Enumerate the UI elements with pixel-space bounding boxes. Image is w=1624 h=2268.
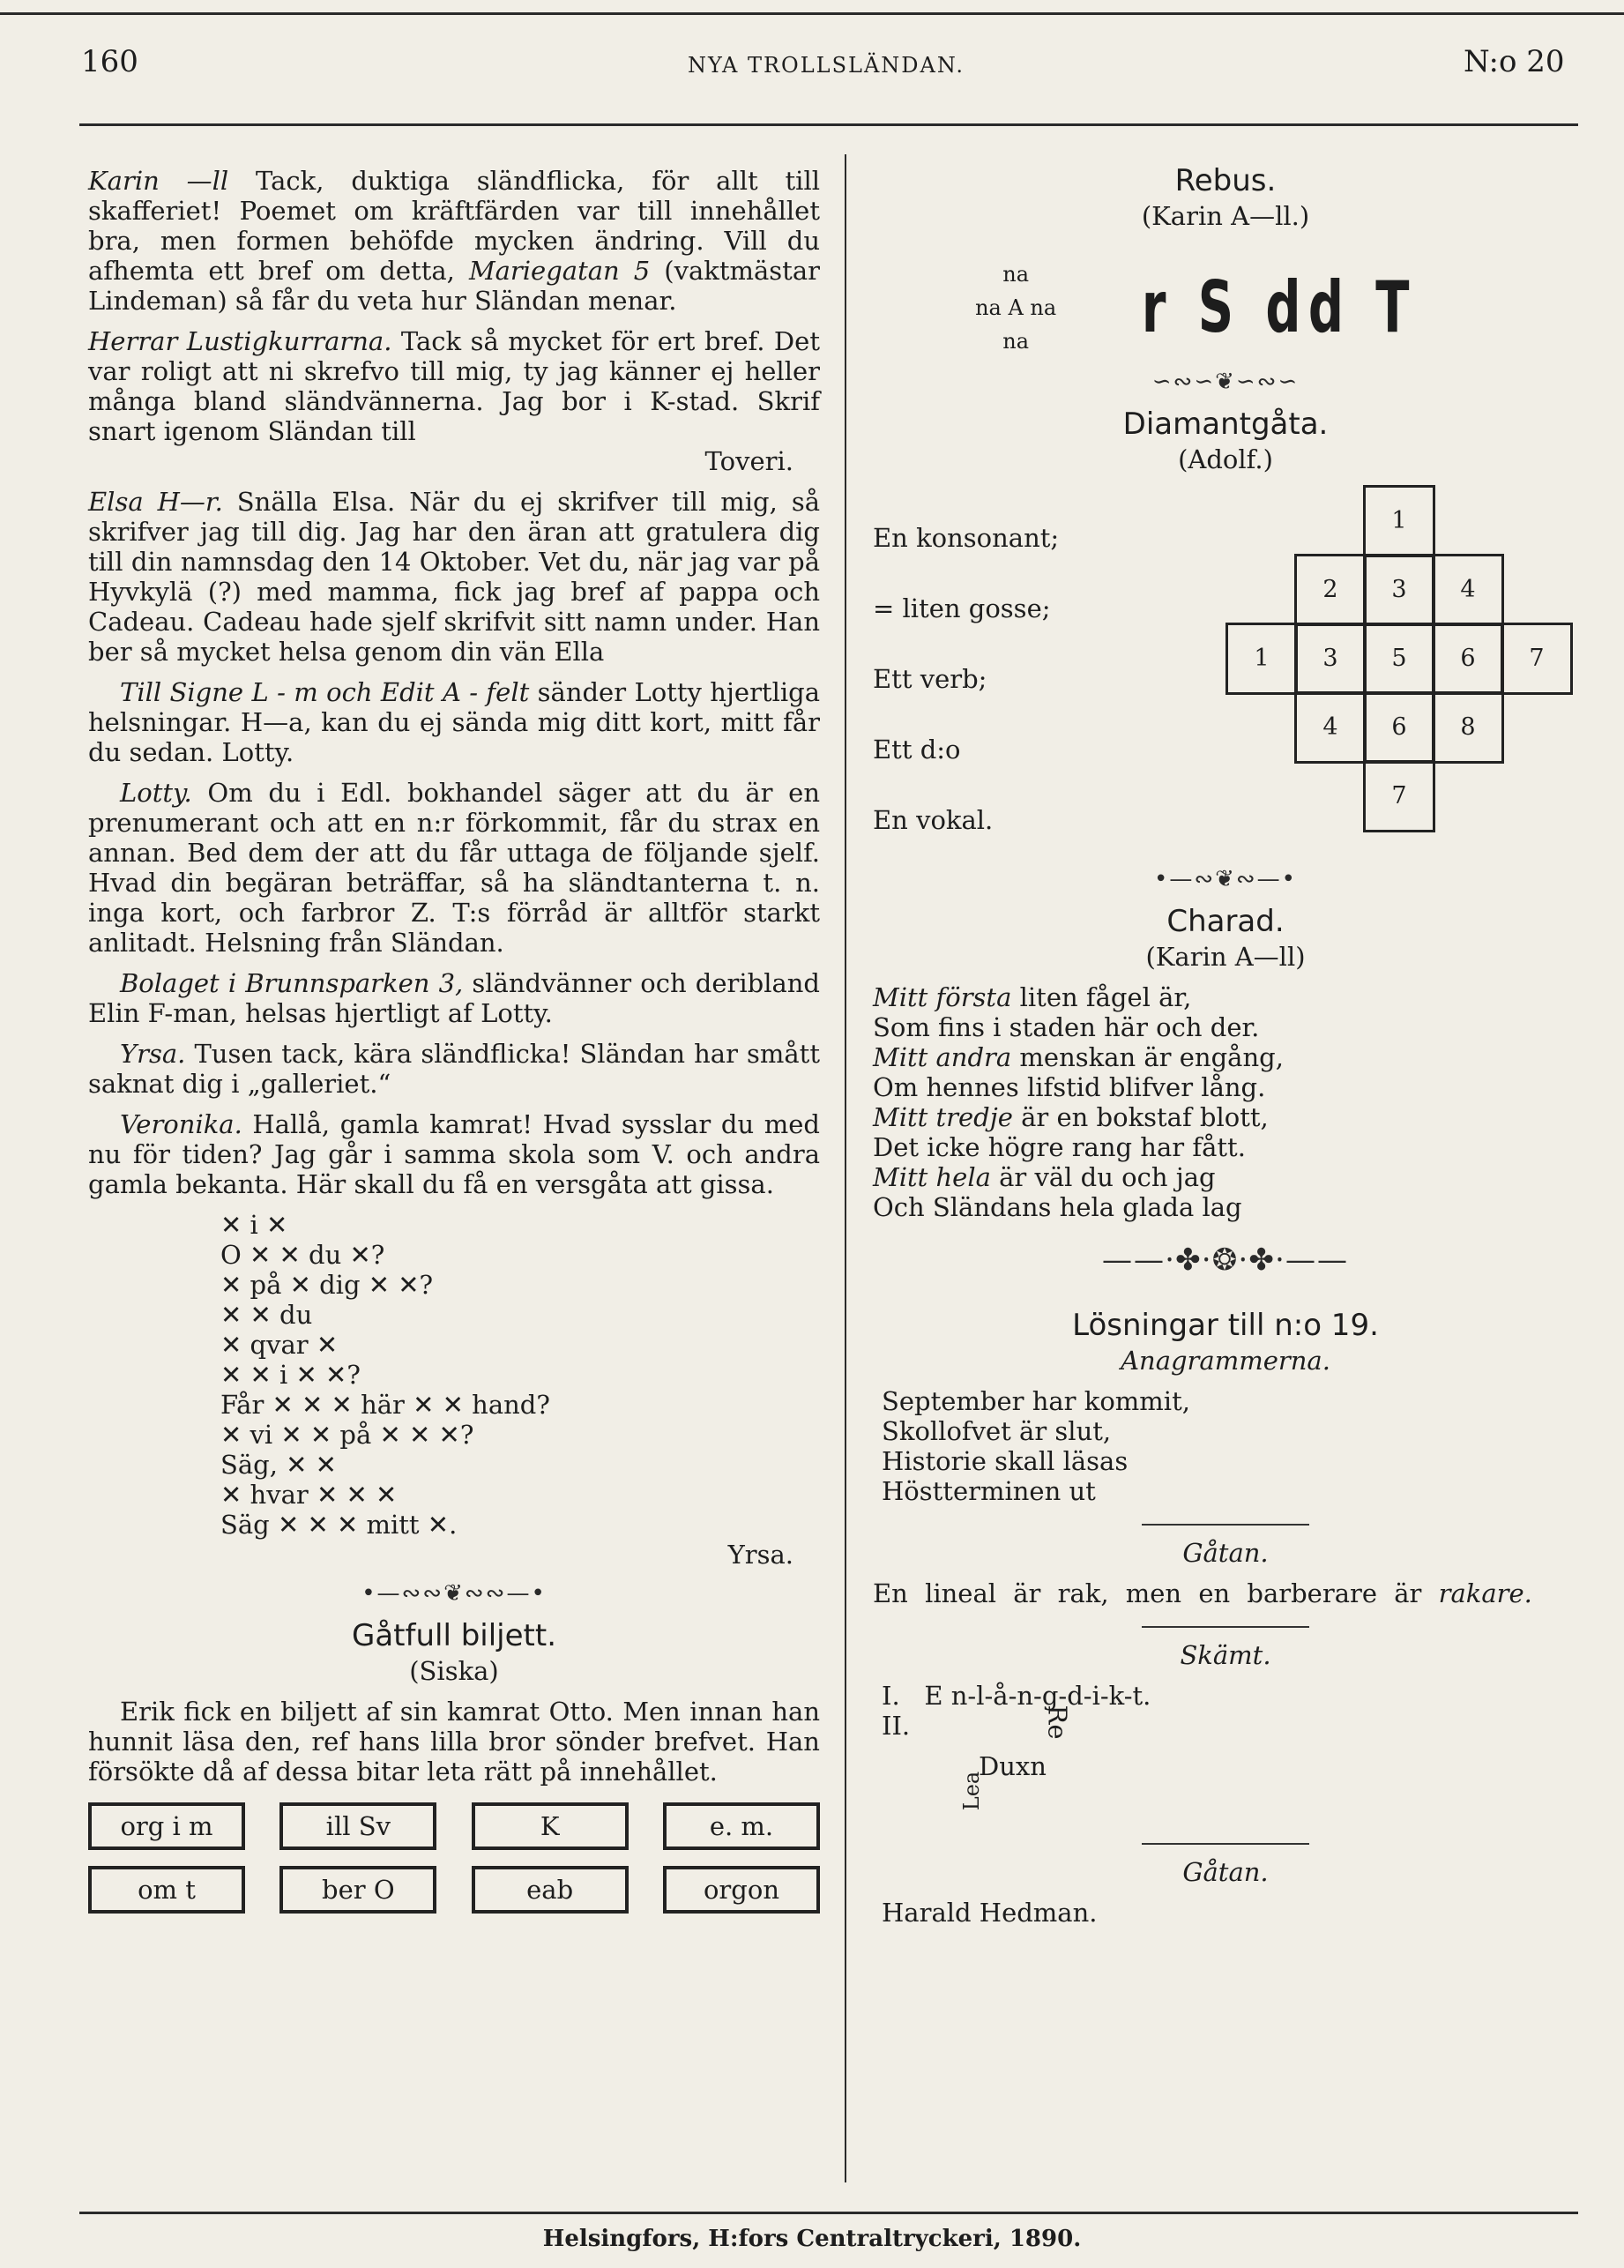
rebus-puzzle [873, 257, 1578, 358]
solutions-title: Lösningar till n:o 19. [1072, 1308, 1379, 1343]
notice-yrsa: Yrsa. Tusen tack, kära sländflicka! Sländan har smått saknat dig i „galleriet.“ [88, 1039, 820, 1099]
grid-cell: 5 [1363, 623, 1435, 695]
gatan-solution: En lineal är rak, men en barberare är rakare. [873, 1578, 1532, 1608]
reversed-duxn: Duxn [979, 1751, 1047, 1781]
clue: En vokal. [873, 805, 994, 835]
rotated-lea: Lea [959, 1771, 985, 1811]
grid-cell: 3 [1363, 554, 1435, 626]
clue: En konsonant; [873, 523, 1060, 553]
grid-cell: 1 [1363, 485, 1435, 557]
rebus-title: Rebus. [1174, 163, 1277, 198]
biljett-pieces-row-1 [88, 1802, 820, 1850]
piece-box: ill Sv [279, 1802, 436, 1850]
rebus-letters: r S dd T [1142, 266, 1418, 348]
ornament-divider-icon: •—∾❦∾—• [1153, 866, 1298, 892]
left-column [88, 166, 820, 1929]
piece-box: K [472, 1802, 629, 1850]
top-edge-rule [0, 12, 1624, 15]
column-divider [845, 154, 846, 2182]
charad-verse: Mitt första liten fågel är, Som fins i staden här och der. Mitt andra menskan är engång, Om hennes lifstid blifver lång. Mitt tredje är en bokstaf blott, Det icke högre rang har fått. Mitt hela är väl du och jag Och Sländans hela glada lag [873, 982, 1284, 1222]
piece-box: org i m [88, 1802, 245, 1850]
grid-cell: 2 [1294, 554, 1367, 626]
diamant-title: Diamantgåta. [1122, 407, 1329, 442]
page-title: NYA TROLLSLÄNDAN. [688, 53, 965, 78]
charad-title: Charad. [1166, 904, 1285, 939]
rotated-re: Re [1042, 1705, 1073, 1740]
rosette-divider-icon: ——⸱✤⸱❂⸱✤⸱—— [1102, 1242, 1349, 1278]
grid-cell: 7 [1501, 623, 1573, 695]
grid-cell: 1 [1225, 623, 1298, 695]
anagram-solution: September har kommit, Skollofvet är slut, Historie skall läsas Höstterminen ut [882, 1386, 1190, 1506]
clue: Ett d:o [873, 735, 961, 765]
grid-cell: 4 [1294, 691, 1367, 764]
biljett-author: (Siska) [409, 1656, 499, 1686]
signature-yrsa: Yrsa. [727, 1540, 793, 1570]
notice-bolaget: Bolaget i Brunnsparken 3, sländvänner och deribland Elin F-man, helsas hjertligt af Lotty. [88, 968, 820, 1028]
notice-signe-edit: Till Signe L - m och Edit A - felt sänder Lotty hjertliga helsningar. H—a, kan du ej sända mig ditt kort, mitt får du sedan. Lotty. [88, 677, 820, 767]
skamt-title: Skämt. [1180, 1640, 1271, 1670]
solution-divider [1142, 1524, 1309, 1526]
grid-cell: 6 [1432, 623, 1504, 695]
piece-box: orgon [663, 1866, 820, 1914]
ornament-divider-icon: •—∾∾❦∾∾—• [361, 1580, 547, 1607]
gatan2-signature: Harald Hedman. [882, 1898, 1098, 1928]
piece-box: om t [88, 1866, 245, 1914]
grid-cell: 6 [1363, 691, 1435, 764]
rebus-author: (Karin A—ll.) [1141, 201, 1310, 231]
piece-box: e. m. [663, 1802, 820, 1850]
skamt-solution-2: II. Re Duxn Lea [882, 1705, 1073, 1811]
notice-lustigkurrarna: Herrar Lustigkurrarna. Tack så mycket för ert bref. Det var roligt att ni skrefvo till mig, ty jag känner ej heller många bland sländvännerna. Jag bor i K-stad. Skrif snart igenom Sländan till [88, 326, 820, 446]
signature-toveri: Toveri. [704, 446, 793, 476]
biljett-pieces-row-2 [88, 1866, 820, 1914]
diamant-grid [1225, 485, 1569, 847]
biljett-text: Erik fick en biljett af sin kamrat Otto. Men innan han hunnit läsa den, ref hans lilla bror sönder brefvet. Han försökte då af dessa bitar leta rätt på innehållet. [88, 1697, 820, 1787]
grid-cell: 7 [1363, 760, 1435, 832]
clue: Ett verb; [873, 664, 987, 694]
diamant-author: (Adolf.) [1178, 444, 1273, 474]
footer-rule [79, 2212, 1578, 2214]
clue: = liten gosse; [873, 593, 1051, 623]
page-number: 160 [81, 44, 138, 79]
skamt-solution-1: I. E n-l-å-n-g-d-i-k-t. [882, 1681, 1151, 1711]
ornament-divider-icon: ∽∾∽❦∽∾∽ [1151, 369, 1300, 395]
diamant-clues [873, 503, 1225, 855]
notice-veronika: Veronika. Hallå, gamla kamrat! Hvad sysslar du med nu för tiden? Jag går i samma skola som V. och andra gamla bekanta. Här skall du få en versgåta att gissa. [88, 1109, 820, 1199]
diamant-puzzle [873, 485, 1578, 855]
header-rule [79, 123, 1578, 126]
grid-cell: 8 [1432, 691, 1504, 764]
x-verse-riddle: ✕ i ✕ O ✕ ✕ du ✕? ✕ på ✕ dig ✕ ✕? ✕ ✕ du ✕ qvar ✕ ✕ ✕ i ✕ ✕? Får ✕ ✕ ✕ här ✕ ✕ hand? ✕ vi ✕ ✕ på ✕ ✕ ✕? Säg, ✕ ✕ ✕ hvar ✕ ✕ ✕ Säg ✕ ✕ ✕ mitt ✕. [220, 1210, 550, 1540]
issue-number: N:o 20 [1464, 44, 1565, 79]
notice-lotty: Lotty. Om du i Edl. bokhandel säger att du är en prenumerant och att en n:r förkommit, får du strax en annan. Bed dem der att du får uttaga de följande sjelf. Hvad din begäran beträffar, så ha sländtanterna t. n. inga kort, och farbror Z. T:s förråd är alltför starkt anlitadt. Helsning från Sländan. [88, 778, 820, 958]
notice-karin: Karin —ll Tack, duktiga sländflicka, för allt till skafferiet! Poemet om kräftfärden var till innehållet bra, men formen behöfde mycken ändring. Vill du afhemta ett bref om detta, Mariegatan 5 (vaktmästar Lindeman) så får du veta hur Sländan menar. [88, 166, 820, 316]
grid-cell: 3 [1294, 623, 1367, 695]
solution-divider [1142, 1626, 1309, 1628]
gatan2-title: Gåtan. [1182, 1857, 1269, 1887]
grid-cell: 4 [1432, 554, 1504, 626]
anagram-title: Anagrammerna. [1121, 1346, 1330, 1376]
gatan-title: Gåtan. [1182, 1538, 1269, 1568]
charad-author: (Karin A—ll) [1145, 942, 1306, 972]
solution-divider [1142, 1843, 1309, 1845]
footer-imprint: Helsingfors, H:fors Centraltryckeri, 1890. [542, 2226, 1082, 2252]
piece-box: eab [472, 1866, 629, 1914]
notice-elsa: Elsa H—r. Snälla Elsa. När du ej skrifver till mig, så skrifver jag till dig. Jag har den äran att gratulera dig till din namnsdag den 14 Oktober. Vet du, när jag var på Hyvkylä (?) med mamma, fick jag bref af pappa och Cadeau. Cadeau hade sjelf skrifvit sitt namn under. Han ber så mycket helsa genom din vän Ella [88, 487, 820, 667]
rebus-na-cluster: na na A na na [975, 262, 1057, 354]
right-column [873, 163, 1578, 1928]
biljett-title: Gåtfull biljett. [351, 1618, 557, 1653]
piece-box: ber O [279, 1866, 436, 1914]
